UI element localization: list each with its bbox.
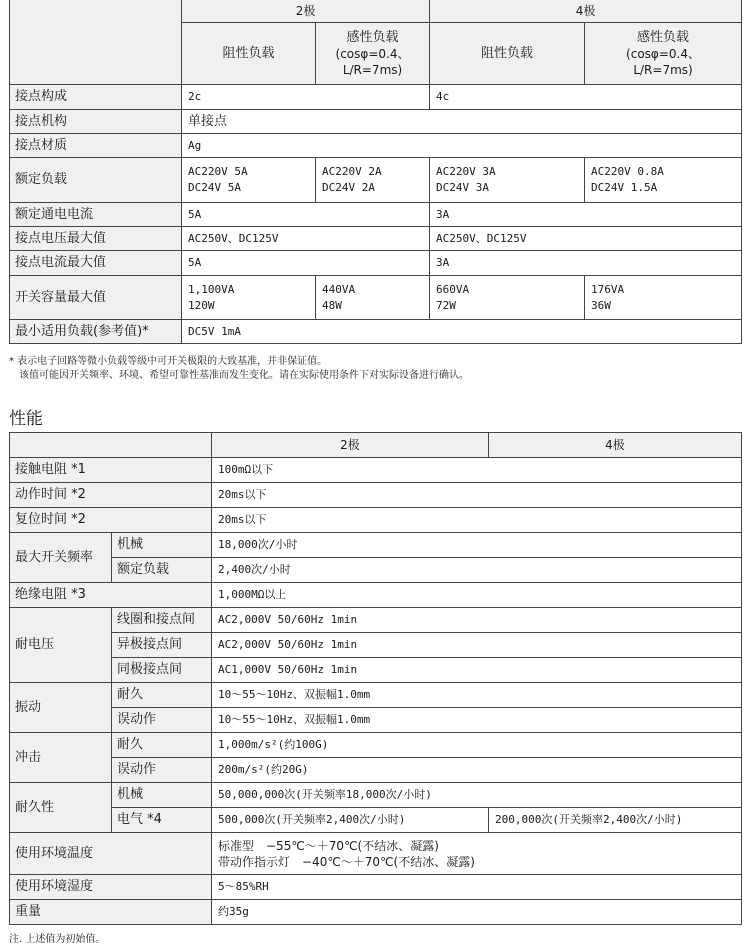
corner-cell	[10, 433, 212, 458]
cell-value: 20ms以下	[212, 508, 742, 533]
table-row	[10, 583, 742, 608]
row-label: 重量	[10, 900, 212, 925]
row-label: 复位时间 *2	[10, 508, 212, 533]
table-row	[10, 875, 742, 900]
sub-label: 误动作	[112, 758, 212, 783]
row-label: 最大开关频率	[10, 533, 112, 583]
row-label: 接点构成	[10, 85, 182, 110]
cell-value: 标准型 −55℃～＋70℃(不结冰、凝露) 带动作指示灯 −40℃～＋70℃(不结冰、凝露)	[212, 833, 742, 875]
row-label: 接点机构	[10, 110, 182, 134]
cell-value: 3A	[430, 203, 742, 227]
row-label: 接点材质	[10, 134, 182, 158]
corner-cell	[10, 0, 182, 85]
cell-value: 10～55～10Hz、双振幅1.0mm	[212, 683, 742, 708]
cell-value: AC220V 3A DC24V 3A	[430, 158, 585, 203]
header-4-inductive: 感性负载 (cosφ=0.4、 L/R=7ms)	[585, 23, 742, 85]
sub-label: 误动作	[112, 708, 212, 733]
sub-label: 机械	[112, 783, 212, 808]
cell-value: 1,000MΩ以上	[212, 583, 742, 608]
row-label: 振动	[10, 683, 112, 733]
cell-value: 660VA 72W	[430, 276, 585, 320]
cell-value: AC2,000V 50/60Hz 1min	[212, 608, 742, 633]
row-label: 接点电压最大值	[10, 227, 182, 251]
cell-value: AC1,000V 50/60Hz 1min	[212, 658, 742, 683]
row-label: 冲击	[10, 733, 112, 783]
table-row	[10, 227, 742, 251]
table-row	[10, 833, 742, 875]
cell-value: 1,000m/s²(约100G)	[212, 733, 742, 758]
header-2-pole: 2极	[212, 433, 489, 458]
cell-value: 3A	[430, 251, 742, 276]
sub-label: 额定负载	[112, 558, 212, 583]
row-label: 使用环境温度	[10, 833, 212, 875]
table-row	[10, 633, 742, 658]
cell-value: 5A	[182, 203, 430, 227]
table-row	[10, 608, 742, 633]
cell-value: 200m/s²(约20G)	[212, 758, 742, 783]
cell-value: AC250V、DC125V	[430, 227, 742, 251]
spec-note-1: * 表示电子回路等微小负载等级中可开关极限的大致基准，并非保证值。	[9, 356, 328, 367]
cell-value: AC220V 2A DC24V 2A	[316, 158, 430, 203]
cell-value: 100mΩ以下	[212, 458, 742, 483]
table-row	[10, 110, 742, 134]
table-row	[10, 658, 742, 683]
table-row	[10, 85, 742, 110]
row-label: 使用环境湿度	[10, 875, 212, 900]
table-row	[10, 558, 742, 583]
cell-value: 单接点	[182, 110, 742, 134]
cell-value: 20ms以下	[212, 483, 742, 508]
cell-value: 176VA 36W	[585, 276, 742, 320]
table-row	[10, 134, 742, 158]
table-row	[10, 533, 742, 558]
table-row	[10, 158, 742, 203]
sub-label: 线圈和接点间	[112, 608, 212, 633]
row-label: 耐久性	[10, 783, 112, 833]
header-4-pole: 4极	[489, 433, 742, 458]
cell-value: 440VA 48W	[316, 276, 430, 320]
cell-value: 50,000,000次(开关频率18,000次/小时)	[212, 783, 742, 808]
sub-label: 同极接点间	[112, 658, 212, 683]
table-row	[10, 683, 742, 708]
sub-label: 耐久	[112, 683, 212, 708]
table-row	[10, 320, 742, 344]
cell-value: AC220V 5A DC24V 5A	[182, 158, 316, 203]
cell-value: 5A	[182, 251, 430, 276]
row-label: 接触电阻 *1	[10, 458, 212, 483]
contact-spec-table	[9, 0, 742, 344]
sub-label: 耐久	[112, 733, 212, 758]
sub-label: 电气 *4	[112, 808, 212, 833]
footnote: 注. 上述值为初始值。	[9, 934, 106, 945]
cell-value: 10～55～10Hz、双振幅1.0mm	[212, 708, 742, 733]
table-row	[10, 708, 742, 733]
table-row	[10, 758, 742, 783]
table-row	[10, 483, 742, 508]
row-label: 额定负载	[10, 158, 182, 203]
row-label: 额定通电电流	[10, 203, 182, 227]
cell-value: DC5V 1mA	[182, 320, 742, 344]
sub-label: 机械	[112, 533, 212, 558]
cell-value: 1,100VA 120W	[182, 276, 316, 320]
table-row	[10, 276, 742, 320]
header-2-resistive: 阻性负载	[182, 23, 316, 85]
cell-value: 约35g	[212, 900, 742, 925]
row-label: 开关容量最大值	[10, 276, 182, 320]
table-row	[10, 458, 742, 483]
table-row	[10, 900, 742, 925]
row-label: 接点电流最大值	[10, 251, 182, 276]
sub-label: 异极接点间	[112, 633, 212, 658]
cell-value: 4c	[430, 85, 742, 110]
table-row	[10, 508, 742, 533]
header-2-pole: 2极	[182, 0, 430, 23]
table-row	[10, 783, 742, 808]
table-row	[10, 203, 742, 227]
row-label: 最小适用负载(参考值)*	[10, 320, 182, 344]
row-label: 耐电压	[10, 608, 112, 683]
cell-value: 5～85%RH	[212, 875, 742, 900]
header-4-resistive: 阻性负载	[430, 23, 585, 85]
cell-value: 2c	[182, 85, 430, 110]
cell-value: Ag	[182, 134, 742, 158]
spec-note-2: 该值可能因开关频率、环境、希望可靠性基准而发生变化。请在实际使用条件下对实际设备进行确认。	[19, 370, 469, 381]
cell-value: AC250V、DC125V	[182, 227, 430, 251]
header-4-pole: 4极	[430, 0, 742, 23]
cell-value: 200,000次(开关频率2,400次/小时)	[489, 808, 742, 833]
table-row	[10, 251, 742, 276]
cell-value: 500,000次(开关频率2,400次/小时)	[212, 808, 489, 833]
table-row	[10, 808, 742, 833]
table-row	[10, 733, 742, 758]
cell-value: 18,000次/小时	[212, 533, 742, 558]
cell-value: AC220V 0.8A DC24V 1.5A	[585, 158, 742, 203]
section-title-performance: 性能	[9, 409, 43, 429]
cell-value: AC2,000V 50/60Hz 1min	[212, 633, 742, 658]
header-2-inductive: 感性负载 (cosφ=0.4、 L/R=7ms)	[316, 23, 430, 85]
cell-value: 2,400次/小时	[212, 558, 742, 583]
row-label: 动作时间 *2	[10, 483, 212, 508]
row-label: 绝缘电阻 *3	[10, 583, 212, 608]
performance-table	[9, 432, 742, 925]
